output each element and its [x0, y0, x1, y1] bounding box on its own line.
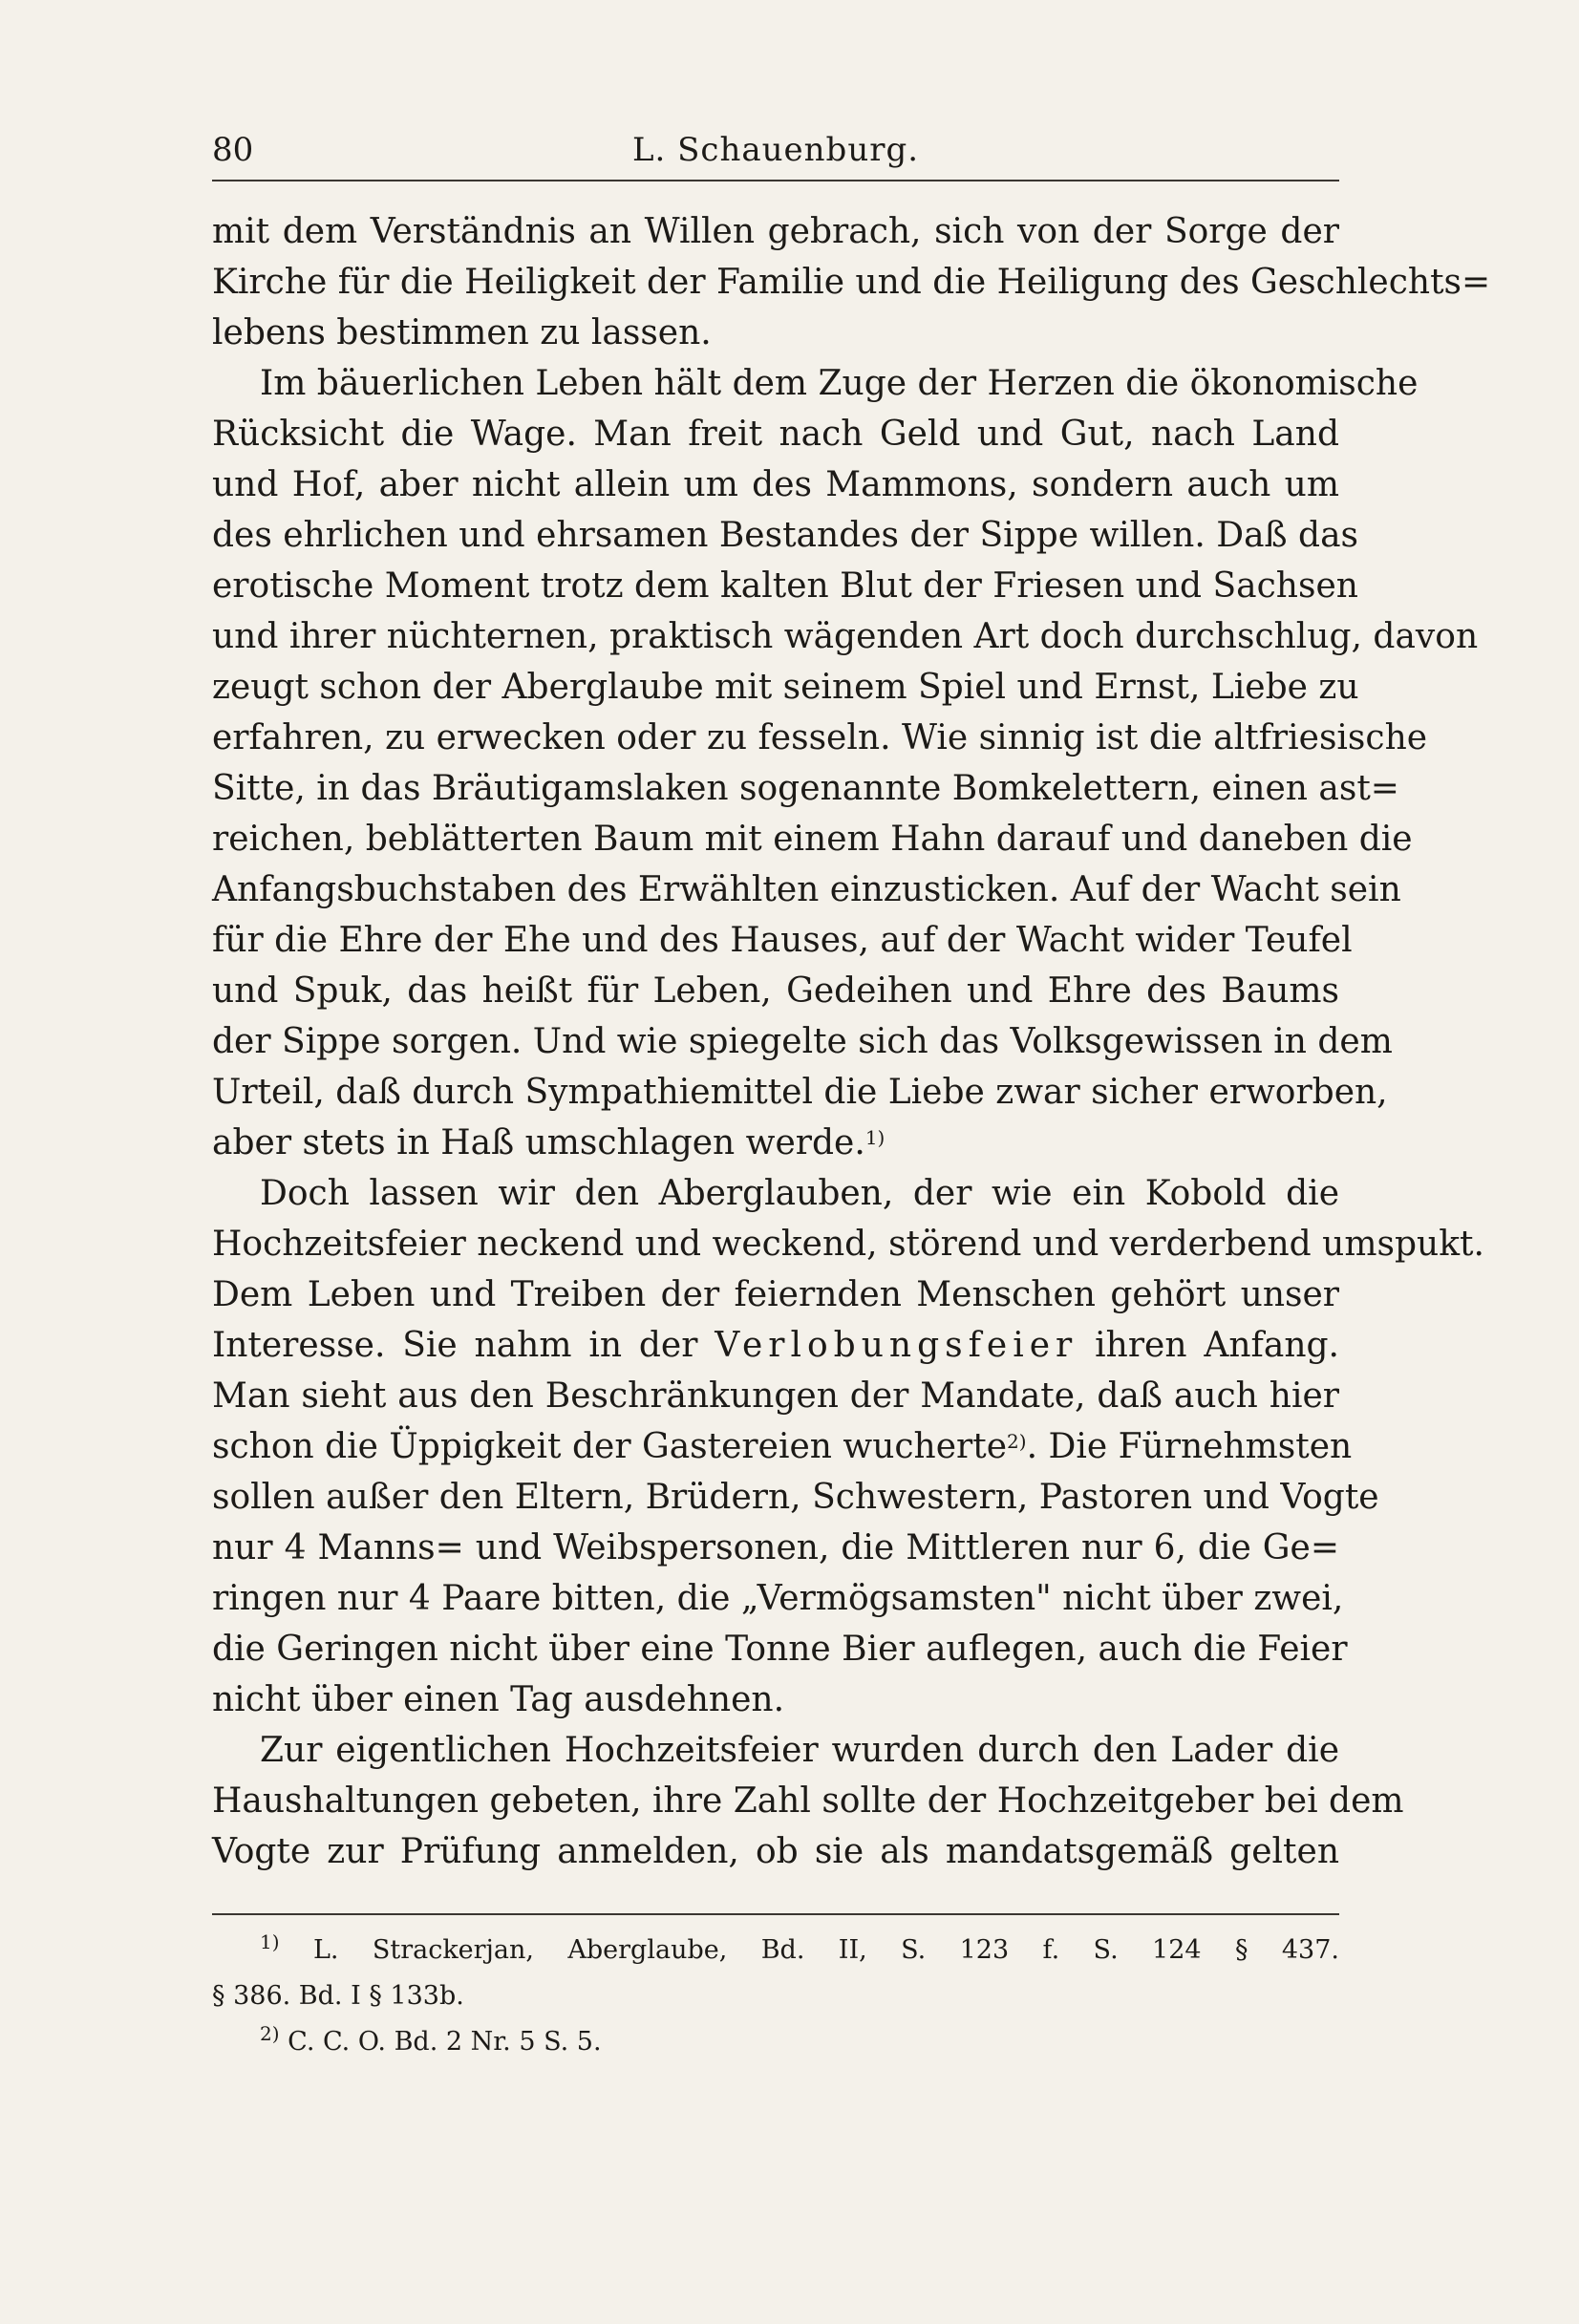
footnote-reference: 2): [1007, 1430, 1027, 1453]
text-line: Haushaltungen gebeten, ihre Zahl sollte der Hochzeitgeber bei dem: [212, 1781, 1404, 1821]
footnote-marker: 1): [260, 1930, 280, 1953]
page-number: 80: [212, 131, 254, 169]
text-segment: . Die Fürnehmsten: [1026, 1427, 1353, 1466]
text-line: und Spuk, das heißt für Leben, Gedeihen und Ehre des Baums: [212, 971, 1339, 1011]
text-line: für die Ehre der Ehe und des Hauses, auf der Wacht wider Teufel: [212, 921, 1353, 960]
text-line: [212, 1118, 1339, 1168]
text-line: sollen außer den Eltern, Brüdern, Schwestern, Pastoren und Vogte: [212, 1478, 1379, 1517]
text-line: Urteil, daß durch Sympathiemittel die Liebe zwar sicher erworben,: [212, 1073, 1388, 1112]
text-line: erfahren, zu erwecken oder zu fesseln. Wie sinnig ist die altfriesische: [212, 718, 1428, 757]
body-text: [212, 206, 1491, 1877]
text-line: ringen nur 4 Paare bitten, die „Vermögsamsten" nicht über zwei,: [212, 1579, 1344, 1618]
text-line: Dem Leben und Treiben der feiernden Menschen gehört unser: [212, 1275, 1339, 1314]
text-line: die Geringen nicht über eine Tonne Bier auflegen, auch die Feier: [212, 1630, 1348, 1669]
footnote-1: [212, 1928, 1339, 1973]
text-segment: schon die Üppigkeit der Gastereien wucherte: [212, 1427, 1008, 1466]
footnote-text: C. C. O. Bd. 2 Nr. 5 S. 5.: [288, 2027, 602, 2057]
text-line: des ehrlichen und ehrsamen Bestandes der Sippe willen. Daß das: [212, 516, 1359, 555]
text-line: Rücksicht die Wage. Man freit nach Geld und Gut, nach Land: [212, 415, 1339, 454]
text-line: nur 4 Manns= und Weibspersonen, die Mittleren nur 6, die Ge=: [212, 1528, 1339, 1567]
text-line: und ihrer nüchternen, praktisch wägenden Art doch durchschlug, davon: [212, 617, 1479, 656]
text-line: Man sieht aus den Beschränkungen der Mandate, daß auch hier: [212, 1376, 1339, 1416]
text-line: Sitte, in das Bräutigamslaken sogenannte Bomkelettern, einen ast=: [212, 769, 1399, 808]
text-line: Doch lassen wir den Aberglauben, der wie ein Kobold die: [260, 1174, 1339, 1213]
text-line: Im bäuerlichen Leben hält dem Zuge der Herzen die ökonomische: [260, 364, 1419, 403]
running-head: L. Schauenburg.: [631, 131, 920, 169]
text-line: mit dem Verständnis an Willen gebrach, sich von der Sorge der: [212, 212, 1339, 251]
text-line: Vogte zur Prüfung anmelden, ob sie als mandatsgemäß gelten: [212, 1832, 1339, 1871]
page-header: [212, 126, 1339, 174]
footnotes: [212, 1928, 1339, 2065]
text-line: Hochzeitsfeier neckend und weckend, störend und verderbend umspukt.: [212, 1225, 1484, 1264]
text-segment: aber stets in Haß umschlagen werde.: [212, 1123, 865, 1162]
text-line: Zur eigentlichen Hochzeitsfeier wurden durch den Lader die: [260, 1731, 1339, 1770]
text-line: [212, 1320, 1339, 1371]
text-line: reichen, beblätterten Baum mit einem Hahn darauf und daneben die: [212, 820, 1413, 859]
text-line: und Hof, aber nicht allein um des Mammons, sondern auch um: [212, 465, 1339, 504]
text-line: zeugt schon der Aberglaube mit seinem Spiel und Ernst, Liebe zu: [212, 668, 1359, 707]
text-line: der Sippe sorgen. Und wie spiegelte sich das Volksgewissen in dem: [212, 1022, 1393, 1061]
footnote-rule: [212, 1913, 1339, 1915]
header-rule: [212, 180, 1339, 181]
footnote-marker: 2): [260, 2022, 280, 2045]
text-line: [212, 1421, 1353, 1472]
text-line: Anfangsbuchstaben des Erwählten einzusticken. Auf der Wacht sein: [212, 870, 1401, 909]
text-segment: Interesse. Sie nahm in der: [212, 1326, 698, 1365]
emphasized-term: Verlobungsfeier: [715, 1326, 1078, 1365]
text-segment: ihren Anfang.: [1095, 1326, 1339, 1365]
footnote-reference: 1): [864, 1126, 886, 1149]
text-line: nicht über einen Tag ausdehnen.: [212, 1680, 785, 1719]
footnote-text: L. Strackerjan, Aberglaube, Bd. II, S. 123 f. S. 124 § 437.: [312, 1935, 1339, 1965]
footnote-2: [212, 2019, 1339, 2065]
text-line: erotische Moment trotz dem kalten Blut der Friesen und Sachsen: [212, 566, 1358, 606]
text-line: lebens bestimmen zu lassen.: [212, 313, 712, 352]
text-line: Kirche für die Heiligkeit der Familie und die Heiligung des Geschlechts=: [212, 263, 1491, 302]
footnote-1-continued: § 386. Bd. I § 133b.: [212, 1981, 464, 2011]
